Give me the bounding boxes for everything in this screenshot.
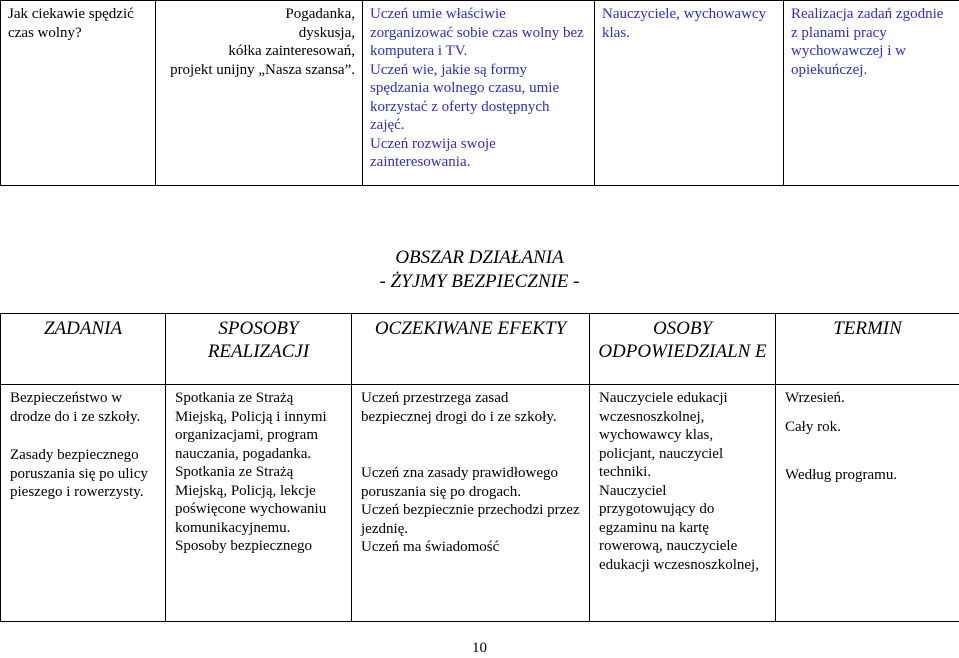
effect-item: Uczeń zna zasady prawidłowego poruszania się po drogach. Uczeń bezpiecznie przechodzi przez jezdnię. Uczeń ma świadomość [361,464,580,557]
page-number: 10 [0,639,959,658]
term-item: Wrzesień. [785,389,950,408]
term-item: Według programu. [785,466,950,485]
responsible-item: Nauczyciele edukacji wczesnoszkolnej, wychowawcy klas, policjant, nauczyciel techniki. [599,389,766,482]
section-title: OBSZAR DZIAŁANIA [0,246,959,270]
header-termin: TERMIN [776,314,959,385]
term-item: Cały rok. [785,418,950,437]
table-row [1,1,959,186]
top-table [0,0,959,186]
method-item: Spotkania ze Strażą Miejską, Policją i innymi organizacjami, program nauczania, pogadanka. [175,389,342,463]
term-cell: Realizacja zadań zgodnie z planami pracy wychowawczej i w opiekuńczej. [784,1,959,186]
effect-item: Uczeń przestrzega zasad bezpiecznej drogi do i ze szkoły. [361,389,580,426]
responsible-item: Nauczyciel przygotowujący do egzaminu na kartę rowerową, nauczyciele edukacji wczesnoszkolnej, [599,482,766,575]
header-osoby: OSOBY ODPOWIEDZIALN E [590,314,776,385]
task-item: Zasady bezpiecznego poruszania się po ulicy pieszego i rowerzysty. [10,446,156,502]
task-item: Bezpieczeństwo w drodze do i ze szkoły. [10,389,156,426]
header-sposoby: SPOSOBY REALIZACJI [166,314,352,385]
table-row [1,385,959,622]
term-cell [776,385,959,622]
effects-cell: Uczeń umie właściwie zorganizować sobie czas wolny bez komputera i TV. Uczeń wie, jakie są formy spędzania wolnego czasu, umie korzystać z oferty dostępnych zajęć. Uczeń rozwija swoje zainteresowania. [363,1,595,186]
section-subtitle: - ŻYJMY BEZPIECZNIE - [0,270,959,294]
method-item: Spotkania ze Strażą Miejską, Policją, lekcje poświęcone wychowaniu komunikacyjnemu. Sposoby bezpiecznego [175,463,342,556]
responsible-cell [590,385,776,622]
responsible-cell: Nauczyciele, wychowawcy klas. [595,1,784,186]
header-row [1,314,959,385]
methods-cell [166,385,352,622]
task-cell: Jak ciekawie spędzić czas wolny? [1,1,156,186]
section-heading [0,246,959,294]
tasks-cell [1,385,166,622]
header-zadania: ZADANIA [1,314,166,385]
plan-table [0,313,959,622]
effects-cell [352,385,590,622]
header-efekty: OCZEKIWANE EFEKTY [352,314,590,385]
method-cell: Pogadanka, dyskusja, kółka zainteresowań, projekt unijny „Nasza szansa”. [156,1,363,186]
